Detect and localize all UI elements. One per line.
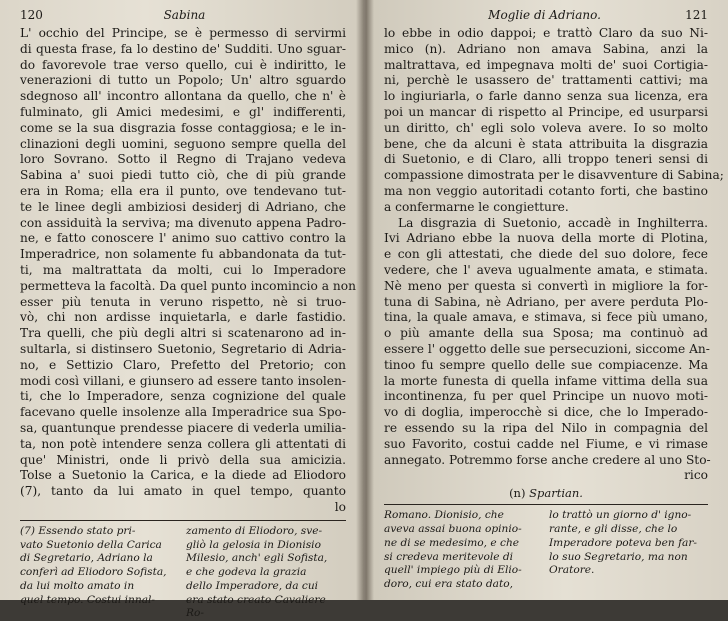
text-line: ti, ma maltrattata da molti, cui lo Imperadore — [20, 262, 346, 277]
right-body-text — [384, 26, 724, 484]
text-line: ti, che lo Imperadore, senza cognizione del quale — [20, 389, 346, 404]
text-line: di Suetonio, e di Claro, alli troppo teneri sensi di — [384, 152, 708, 167]
text-line: mico (n). Adriano non amava Sabina, anzi la — [384, 41, 708, 56]
text-line: ni, perchè le usassero de' trattamenti cattivi; ma — [384, 73, 708, 88]
text-line: que' Ministri, onde li privò della sua amicizia. — [20, 452, 346, 467]
footnote-line: di Segretario, Adriano la — [20, 552, 153, 565]
footnote-line: Milesio, anch' egli Sofista, — [186, 552, 328, 565]
text-line: fulminato, gli Amici medesimi, e gl' indifferenti, — [20, 104, 346, 119]
footnote-line: da lui molto amato in — [20, 579, 135, 592]
footnote-line: Ro- — [186, 607, 204, 620]
book-gutter-shadow — [356, 0, 374, 600]
text-line: vo di doglia, imperocchè si dice, che lo Imperado- — [384, 405, 708, 420]
footnote-line: si credeva meritevole di — [384, 550, 514, 563]
right-footnotes — [384, 509, 708, 592]
text-line: (7), tanto da lui amato in quel tempo, quanto — [20, 484, 346, 499]
right-footnote-column-2 — [549, 509, 708, 592]
text-line: con assiduità la serviva; ma divenuto appena Padro- — [20, 215, 346, 230]
left-page — [0, 0, 364, 620]
text-line: tuna di Sabina, nè Adriano, per avere perduta Plo- — [384, 294, 708, 309]
text-line: essere l' oggetto delle sue persecuzioni, siccome An- — [384, 341, 710, 356]
left-body-text — [20, 26, 356, 516]
text-line: tinoo fu sempre quello delle sue compiacenze. Ma — [384, 357, 708, 372]
text-line: clinazioni degli uomini, seguono sempre quella del — [20, 136, 346, 151]
left-footnote-rule — [20, 520, 346, 521]
left-footnote-column-1 — [20, 525, 180, 621]
footnote-line: aveva assai buona opinio- — [384, 522, 522, 535]
footnote-line: ne di se medesimo, e che — [384, 536, 520, 549]
footnote-line: e che godeva la grazia — [186, 566, 307, 579]
footnote-line: quel tempo. Costui innal- — [20, 593, 155, 606]
text-line: Imperadrice, non solamente fu abbandonata da tut- — [20, 247, 346, 262]
footnote-source: Spartian. — [529, 486, 583, 501]
text-line: modi così villani, e giunsero ad essere tanto insolen- — [20, 373, 346, 388]
text-line: sa, quantunque prendesse piacere di vederla umilia- — [20, 420, 346, 435]
text-line: annegato. Potremmo forse anche credere al uno Sto- — [384, 452, 711, 467]
right-running-title: Moglie di Adriano. — [488, 8, 601, 22]
footnote-line: vato Suetonio della Carica — [20, 538, 162, 551]
text-line: facevano quelle insolenze alla Imperadrice sua Spo- — [20, 405, 346, 420]
footnote-line: Romano. Dionisio, che — [384, 509, 504, 522]
text-line: maltrattava, ed impegnava molti de' suoi Cortigia- — [384, 57, 708, 72]
text-line: suo Favorito, costui cadde nel Fiume, e vi rimase — [384, 436, 708, 451]
left-page-number: 120 — [20, 8, 43, 22]
text-line: vò, chi non ardisse inquietarla, e darle fastidio. — [20, 310, 346, 325]
text-line: venerazioni di tutto un Popolo; Un' altro sguardo — [20, 73, 346, 88]
footnote-line: rante, e gli disse, che lo — [549, 522, 678, 535]
text-line: tina, la quale amava, e stimava, si fece più umano, — [384, 310, 708, 325]
text-line: Sabina a' suoi piedi tutto ciò, che di più grande — [20, 168, 346, 183]
footnote-line: dello Imperadore, da cui — [186, 579, 319, 592]
text-line: esser più tenuta in veruno rispetto, nè si truo- — [20, 294, 346, 309]
text-line: rico — [684, 468, 708, 483]
text-line: a confermarne le congietture. — [384, 199, 569, 214]
text-line: lo — [334, 499, 346, 514]
text-line: Ivi Adriano ebbe la nuova della morte di Plotina, — [384, 231, 708, 246]
text-line: do favorevole trae verso quello, cui è indiritto, le — [20, 57, 346, 72]
text-line: lo ebbe in odio dappoi; e trattò Claro da suo Ni- — [384, 26, 708, 40]
text-line: era in Roma; ella era il punto, ove tendevano tut- — [20, 183, 346, 198]
text-line: bene, che da alcuni è stata attribuita la disgrazia — [384, 136, 708, 151]
text-line: Tra quelli, che più degli altri si scatenarono ad in- — [20, 326, 346, 341]
text-line: compassione dimostrata per le disavventure di Sabina; — [384, 168, 724, 183]
footnote-line: (7) Essendo stato pri- — [20, 524, 136, 537]
text-line: lo ingiuriarla, o farle danno senza sua licenza, era — [384, 89, 708, 104]
text-line: re essendo su la ripa del Nilo in compagnia del — [384, 420, 708, 435]
footnote-line: doro, cui era stato dato, — [384, 578, 513, 591]
text-line: come se la sua disgrazia fosse contaggiosa; e le in- — [20, 120, 346, 135]
footnote-line: gliò la gelosia in Dionisio — [186, 538, 321, 551]
text-line: incontinenza, fu per quel Principe un nuovo moti- — [384, 389, 708, 404]
text-line: ma non veggio autoritadi cotanto forti, che bastino — [384, 183, 708, 198]
right-footnote-column-1 — [384, 509, 543, 592]
right-page-number: 121 — [685, 8, 708, 22]
right-page — [366, 0, 728, 600]
text-line: o più amante della sua Sposa; ma continuò ad — [384, 326, 708, 341]
text-line: la morte funesta di quella infame vittima della sua — [384, 373, 708, 388]
text-line: poi un mancar di rispetto al Principe, ed usurparsi — [384, 104, 708, 119]
text-line: loro Sovrano. Sotto il Regno di Trajano vedeva — [20, 152, 346, 167]
footnote-line: Oratore. — [549, 564, 595, 577]
text-line: e con gli attestati, che diede del suo dolore, fece — [384, 247, 708, 262]
footnote-line: Imperadore poteva ben far- — [549, 536, 697, 549]
footnote-line: era stato creato Cavaliere — [186, 593, 326, 606]
footnote-line: zamento di Eliodoro, sve- — [186, 524, 323, 537]
footnote-line: lo suo Segretario, ma non — [549, 550, 688, 563]
right-footnote-rule — [384, 504, 708, 505]
footnote-line: conferì ad Eliodoro Sofista, — [20, 566, 167, 579]
text-line: te le linee degli ambiziosi desiderj di Adriano, che — [20, 199, 346, 214]
left-running-head — [20, 8, 346, 24]
text-line: permetteva la facoltà. Da quel punto incomincio a non — [20, 278, 356, 293]
text-line: ne, e fatto conoscere l' animo suo cattivo contro la — [20, 231, 346, 246]
right-running-head — [384, 8, 708, 24]
text-line: sdegnoso all' incontro allontana da quello, che n' è — [20, 89, 346, 104]
left-running-title: Sabina — [163, 8, 206, 22]
text-line: di questa frase, fa lo destino de' Sudditi. Uno sguar- — [20, 41, 346, 56]
text-line: Nè meno per questa si convertì in migliore la for- — [384, 278, 708, 293]
left-footnote-column-2 — [186, 525, 346, 621]
text-line: La disgrazia di Suetonio, accadè in Inghilterra. — [398, 215, 708, 230]
text-line: L' occhio del Principe, se è permesso di servirmi — [20, 26, 346, 40]
footnote-line: lo trattò un giorno d' igno- — [549, 509, 692, 522]
text-line: un diritto, ch' egli solo voleva avere. Io so molto — [384, 120, 708, 135]
footnote-marker: (n) — [509, 486, 526, 501]
text-line: ta, non potè intendere senza collera gli attentati di — [20, 436, 346, 451]
text-line: sultarla, si distinsero Suetonio, Segretario di Adria- — [20, 341, 346, 356]
text-line: no, e Settizio Claro, Prefetto del Pretorio; con — [20, 357, 346, 372]
right-footnote-heading — [384, 486, 708, 500]
footnote-line: quell' impiego più di Elio- — [384, 564, 522, 577]
left-footnotes — [20, 525, 346, 621]
text-line: Tolse a Suetonio la Carica, e la diede ad Eliodoro — [20, 468, 346, 483]
text-line: vedere, che l' aveva ugualmente amata, e stimata. — [384, 262, 708, 277]
